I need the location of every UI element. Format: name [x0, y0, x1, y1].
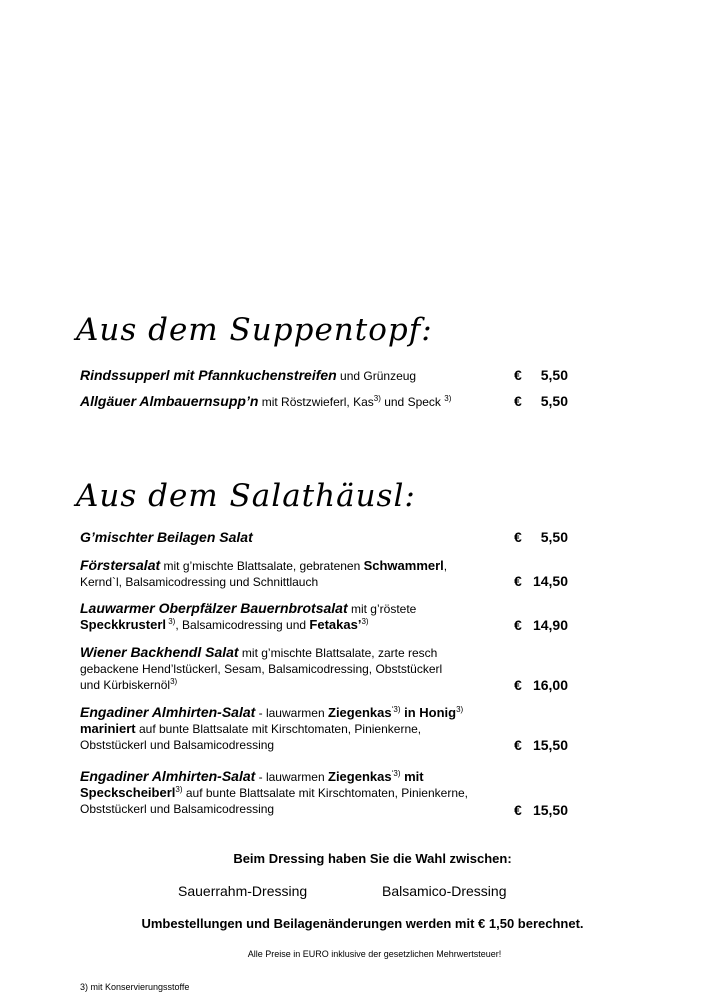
item-highlight: Fetakas’: [309, 617, 362, 632]
price-value: 5,50: [540, 529, 568, 545]
item-desc: mit g’mischte Blattsalate, zarte resch: [238, 646, 438, 660]
footnote-mark: 3): [444, 394, 452, 403]
footnote-mark: 3): [170, 677, 178, 686]
item-desc: mit Röstzwieferl, Kas: [258, 395, 374, 409]
item-name: Engadiner Almhirten-Salat: [80, 768, 256, 784]
item-price: [514, 677, 568, 693]
item-name: Engadiner Almhirten-Salat: [80, 704, 256, 720]
item-name: G’mischter Beilagen Salat: [80, 529, 253, 545]
currency: €: [514, 737, 522, 753]
currency: €: [514, 367, 522, 383]
soups-heading: Aus dem Suppentopf:: [76, 312, 433, 348]
item-highlight: Schwammerl: [363, 558, 444, 573]
item-desc: mit g’mischte Blattsalate, gebratenen: [160, 559, 364, 573]
item-desc: gebackene Hend’lstückerl, Sesam, Balsamicodressing, Obststückerl: [80, 662, 443, 676]
item-price: [514, 393, 568, 409]
currency: €: [514, 677, 522, 693]
menu-item: [80, 529, 500, 546]
price-value: 16,00: [532, 677, 568, 693]
item-highlight: Ziegenkas: [328, 769, 392, 784]
item-price: [514, 573, 568, 589]
footnote-mark: 3): [361, 617, 369, 626]
item-desc: und Speck: [380, 395, 445, 409]
menu-item: [80, 704, 500, 753]
item-name: Wiener Backhendl Salat: [80, 644, 239, 660]
item-highlight: in Honig: [400, 705, 457, 720]
dressing-option: Sauerrahm-Dressing: [178, 883, 308, 899]
item-desc: - lauwarmen: [255, 706, 328, 720]
item-desc: - lauwarmen: [255, 770, 328, 784]
menu-item: [80, 393, 500, 410]
item-desc: und Grünzeug: [336, 369, 417, 383]
menu-item: [80, 367, 500, 384]
footnote-mark: ‘3): [391, 769, 401, 778]
footnote: 3) mit Konservierungsstoffe: [80, 982, 190, 992]
footnote-mark: 3): [456, 705, 464, 714]
price-value: 5,50: [540, 367, 568, 383]
footnote-mark: 3): [166, 617, 176, 626]
currency: €: [514, 802, 522, 818]
currency: €: [514, 573, 522, 589]
price-value: 14,50: [532, 573, 568, 589]
item-desc: , Balsamicodressing und: [175, 618, 310, 632]
item-price: [514, 737, 568, 753]
footnote-mark: 3): [175, 785, 183, 794]
item-price: [514, 529, 568, 545]
item-desc: ,: [443, 559, 448, 573]
item-name: Rindssupperl mit Pfannkuchenstreifen: [80, 367, 337, 383]
item-desc: Obststückerl und Balsamicodressing: [80, 802, 275, 816]
menu-item: [80, 768, 500, 817]
item-highlight: mit: [400, 769, 424, 784]
price-value: 15,50: [532, 737, 568, 753]
item-desc: auf bunte Blattsalate mit Kirschtomaten, Pinienkerne,: [135, 722, 422, 736]
price-value: 15,50: [532, 802, 568, 818]
item-highlight: mariniert: [80, 721, 136, 736]
change-note: Umbestellungen und Beilagenänderungen werden mit € 1,50 berechnet.: [141, 916, 584, 931]
item-name: Allgäuer Almbauernsupp’n: [80, 393, 259, 409]
item-desc: mit g’röstete: [347, 602, 417, 616]
item-desc: Kernd`l, Balsamicodressing und Schnittlauch: [80, 575, 319, 589]
currency: €: [514, 617, 522, 633]
item-price: [514, 802, 568, 818]
item-highlight: Ziegenkas: [328, 705, 392, 720]
footnote-mark: 3): [373, 394, 381, 403]
item-highlight: Speckscheiberl: [80, 785, 176, 800]
item-desc: Obststückerl und Balsamicodressing: [80, 738, 275, 752]
menu-item: [80, 600, 500, 633]
item-name: Förstersalat: [80, 557, 161, 573]
item-highlight: Speckkrusterl: [80, 617, 166, 632]
salads-heading: Aus dem Salathäusl:: [76, 478, 416, 514]
price-value: 14,90: [532, 617, 568, 633]
dressing-option: Balsamico-Dressing: [382, 883, 507, 899]
menu-item: [80, 557, 500, 590]
dressing-title: Beim Dressing haben Sie die Wahl zwischen:: [233, 851, 512, 866]
footnote-mark: ‘3): [391, 705, 401, 714]
vat-note: Alle Preise in EURO inklusive der gesetzlichen Mehrwertsteuer!: [247, 949, 502, 959]
currency: €: [514, 393, 522, 409]
item-desc: auf bunte Blattsalate mit Kirschtomaten, Pinienkerne,: [182, 786, 469, 800]
menu-item: [80, 644, 500, 693]
price-value: 5,50: [540, 393, 568, 409]
item-price: [514, 367, 568, 383]
item-desc: und Kürbiskernöl: [80, 678, 171, 692]
currency: €: [514, 529, 522, 545]
item-name: Lauwarmer Oberpfälzer Bauernbrotsalat: [80, 600, 348, 616]
item-price: [514, 617, 568, 633]
